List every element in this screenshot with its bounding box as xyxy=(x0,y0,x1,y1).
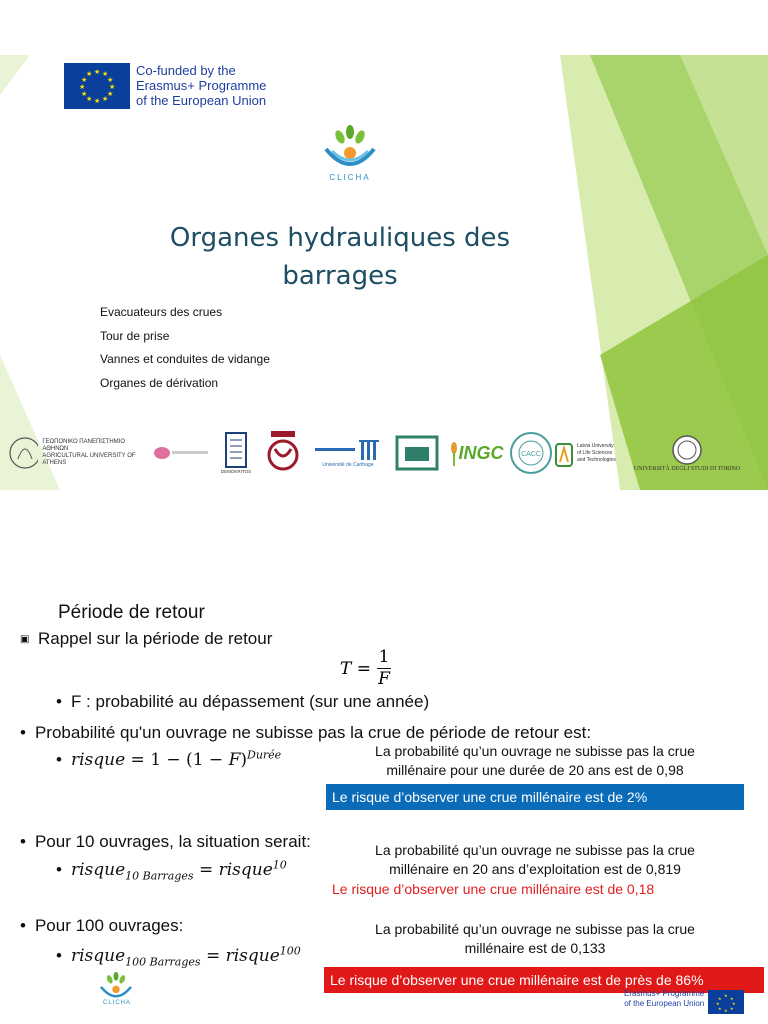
title-line: Organes hydrauliques des xyxy=(169,223,511,253)
risque100-formula xyxy=(56,944,301,968)
wheat-icon xyxy=(449,440,459,466)
partner-name: Université de Carthage xyxy=(322,461,374,468)
hundred-dams-line xyxy=(20,916,183,936)
svg-text:★: ★ xyxy=(107,90,114,98)
svg-text:★: ★ xyxy=(730,1006,734,1011)
brain-icon xyxy=(152,443,212,463)
formula-denominator: F xyxy=(378,669,390,689)
title-line: barrages xyxy=(282,261,398,291)
note-line: millénaire pour une durée de 20 ans est de 0,98 xyxy=(386,762,684,778)
formula-part: = xyxy=(200,945,226,966)
svg-text:★: ★ xyxy=(81,90,88,98)
return-period-slide xyxy=(0,580,768,1024)
formula-part: = xyxy=(193,859,219,880)
svg-text:★: ★ xyxy=(94,68,101,76)
partner-name: INGC xyxy=(458,442,504,463)
partner-line: of Life Sciences xyxy=(577,449,613,456)
svg-text:★: ★ xyxy=(86,70,93,78)
building-emblem-icon xyxy=(395,433,439,473)
formula-part: risque xyxy=(70,859,126,880)
note-line: millénaire en 20 ans d’exploitation est de 0,819 xyxy=(389,861,681,877)
partner-building-logo xyxy=(392,427,442,479)
ingc-logo xyxy=(446,427,506,479)
note-line: millénaire est de 0,133 xyxy=(464,940,606,956)
svg-text:★: ★ xyxy=(81,76,88,84)
partner-name: UNIVERSITÀ DEGLI STUDI DI TORINO xyxy=(633,465,741,472)
risk-018-text: Le risque d’observer une crue millénaire est de 0,18 xyxy=(332,881,655,897)
slide-title: Période de retour xyxy=(58,602,205,623)
demokritos-logo xyxy=(216,427,256,479)
partner-logo-strip xyxy=(8,427,748,479)
svg-text:★: ★ xyxy=(716,1001,720,1006)
cacc-seal-icon xyxy=(509,431,553,475)
bullet-dot-icon: • xyxy=(56,692,62,711)
formula-exponent: 10 xyxy=(272,858,287,871)
probability-line xyxy=(20,723,591,743)
f-definition xyxy=(56,692,429,712)
eu-line: of the European Union xyxy=(624,999,705,1008)
formula-part: risque xyxy=(218,859,273,880)
note-line: La probabilité qu’un ouvrage ne subisse pas la crue xyxy=(375,921,695,937)
f-definition-text: F : probabilité au dépassement (sur une année) xyxy=(70,692,430,711)
torino-logo xyxy=(626,427,748,479)
formula-subscript: 100 Barrages xyxy=(125,955,201,969)
partner-name: CACC xyxy=(521,451,541,458)
svg-text:★: ★ xyxy=(730,996,734,1001)
formula-lhs: T = xyxy=(340,658,371,679)
svg-text:★: ★ xyxy=(718,1006,722,1011)
subtopic-list xyxy=(100,305,270,399)
subtopic-item: Organes de dérivation xyxy=(100,375,219,390)
svg-text:★: ★ xyxy=(102,70,109,78)
svg-text:★: ★ xyxy=(102,95,109,103)
clicha-wordmark: CLICHA xyxy=(329,173,371,182)
svg-text:★: ★ xyxy=(79,83,86,91)
bullet-dot-icon: • xyxy=(56,945,62,965)
formula-part: F xyxy=(228,749,241,770)
hundred-dams-text: Pour 100 ouvrages: xyxy=(34,916,184,935)
partner-brain-logo xyxy=(150,427,214,479)
bullet-dot-icon: • xyxy=(20,832,26,851)
bullet-dot-icon: • xyxy=(20,723,26,742)
formula-subscript: 10 Barrages xyxy=(125,869,194,883)
probability-text: Probabilité qu'un ouvrage ne subisse pas la crue de période de retour est: xyxy=(34,723,592,742)
jendouba-logo xyxy=(258,427,308,479)
partner-line: and Technologies xyxy=(577,456,616,463)
jendouba-emblem-icon xyxy=(261,429,305,477)
partner-line: AGRICULTURAL UNIVERSITY OF ATHENS xyxy=(42,453,136,466)
slide-title xyxy=(130,219,550,295)
formula-T xyxy=(340,648,391,689)
svg-text:★: ★ xyxy=(718,996,722,1001)
torino-seal-icon xyxy=(671,434,703,466)
formula-part: risque xyxy=(225,945,280,966)
carthage-column-icon xyxy=(313,438,383,462)
subtopic-item: Vannes et conduites de vidange xyxy=(100,352,270,366)
svg-text:★: ★ xyxy=(94,97,101,105)
ten-dams-text: Pour 10 ouvrages, la situation serait: xyxy=(34,832,311,851)
svg-text:★: ★ xyxy=(732,1001,736,1006)
formula-part: ) xyxy=(240,749,247,770)
partner-line: Latvia University xyxy=(577,442,614,449)
eu-cofunded-text xyxy=(136,63,266,108)
aua-emblem-icon xyxy=(8,433,38,473)
note-819 xyxy=(330,841,740,879)
eu-flag-icon xyxy=(708,990,744,1014)
svg-text:★: ★ xyxy=(724,1008,728,1013)
note-20-years xyxy=(330,742,740,780)
eu-line: Erasmus+ Programme xyxy=(136,78,267,93)
bullet-dot-icon: • xyxy=(56,859,62,879)
aua-logo xyxy=(8,427,148,479)
cacc-logo xyxy=(508,427,554,479)
formula-part: risque xyxy=(70,749,126,770)
svg-text:★: ★ xyxy=(109,83,116,91)
subtopic-item: Evacuateurs des crues xyxy=(100,305,223,319)
carthage-logo xyxy=(308,427,388,479)
clicha-wordmark: CLICHA xyxy=(102,1000,131,1006)
risque-formula xyxy=(56,748,281,770)
eu-footer-text xyxy=(624,989,704,1009)
svg-text:★: ★ xyxy=(107,76,114,84)
eu-line: Co-funded by the xyxy=(136,63,236,78)
demokritos-emblem-icon xyxy=(225,432,247,468)
eu-line: Erasmus+ Programme xyxy=(624,989,705,998)
title-slide xyxy=(0,55,768,490)
formula-part: risque xyxy=(70,945,126,966)
bullet-dot-icon: • xyxy=(20,916,26,935)
note-133 xyxy=(330,920,740,958)
risque10-formula xyxy=(56,858,287,882)
svg-text:★: ★ xyxy=(86,95,93,103)
formula-part: = 1 − (1 − xyxy=(125,749,229,770)
note-line: La probabilité qu’un ouvrage ne subisse pas la crue xyxy=(375,842,695,858)
partner-name: DEMOKRITOS xyxy=(220,468,252,474)
partner-line: ΓΕΩΠΟΝΙΚΟ ΠΑΝΕΠΙΣΤΗΜΙΟ ΑΘΗΝΩΝ xyxy=(42,439,125,452)
ten-dams-line xyxy=(20,832,311,852)
eu-flag-icon xyxy=(64,63,130,109)
risk-86-percent-box: Le risque d’observer une crue millénaire est de près de 86% xyxy=(324,967,764,993)
square-bullet-icon: ▣ xyxy=(20,634,30,645)
latvia-logo xyxy=(554,427,624,479)
eu-line: of the European Union xyxy=(136,93,267,108)
bullet-dot-icon: • xyxy=(56,749,62,769)
risk-2-percent-box: Le risque d’observer une crue millénaire est de 2% xyxy=(326,784,744,810)
formula-exponent: Durée xyxy=(247,748,282,761)
rappel-text: Rappel sur la période de retour xyxy=(38,629,273,648)
formula-numerator: 1 xyxy=(378,647,390,667)
formula-exponent: 100 xyxy=(279,944,301,957)
latvia-emblem-icon xyxy=(554,438,574,468)
subtopic-item: Tour de prise xyxy=(100,328,170,343)
note-line: La probabilité qu’un ouvrage ne subisse pas la crue xyxy=(375,743,695,759)
svg-text:★: ★ xyxy=(724,993,728,998)
